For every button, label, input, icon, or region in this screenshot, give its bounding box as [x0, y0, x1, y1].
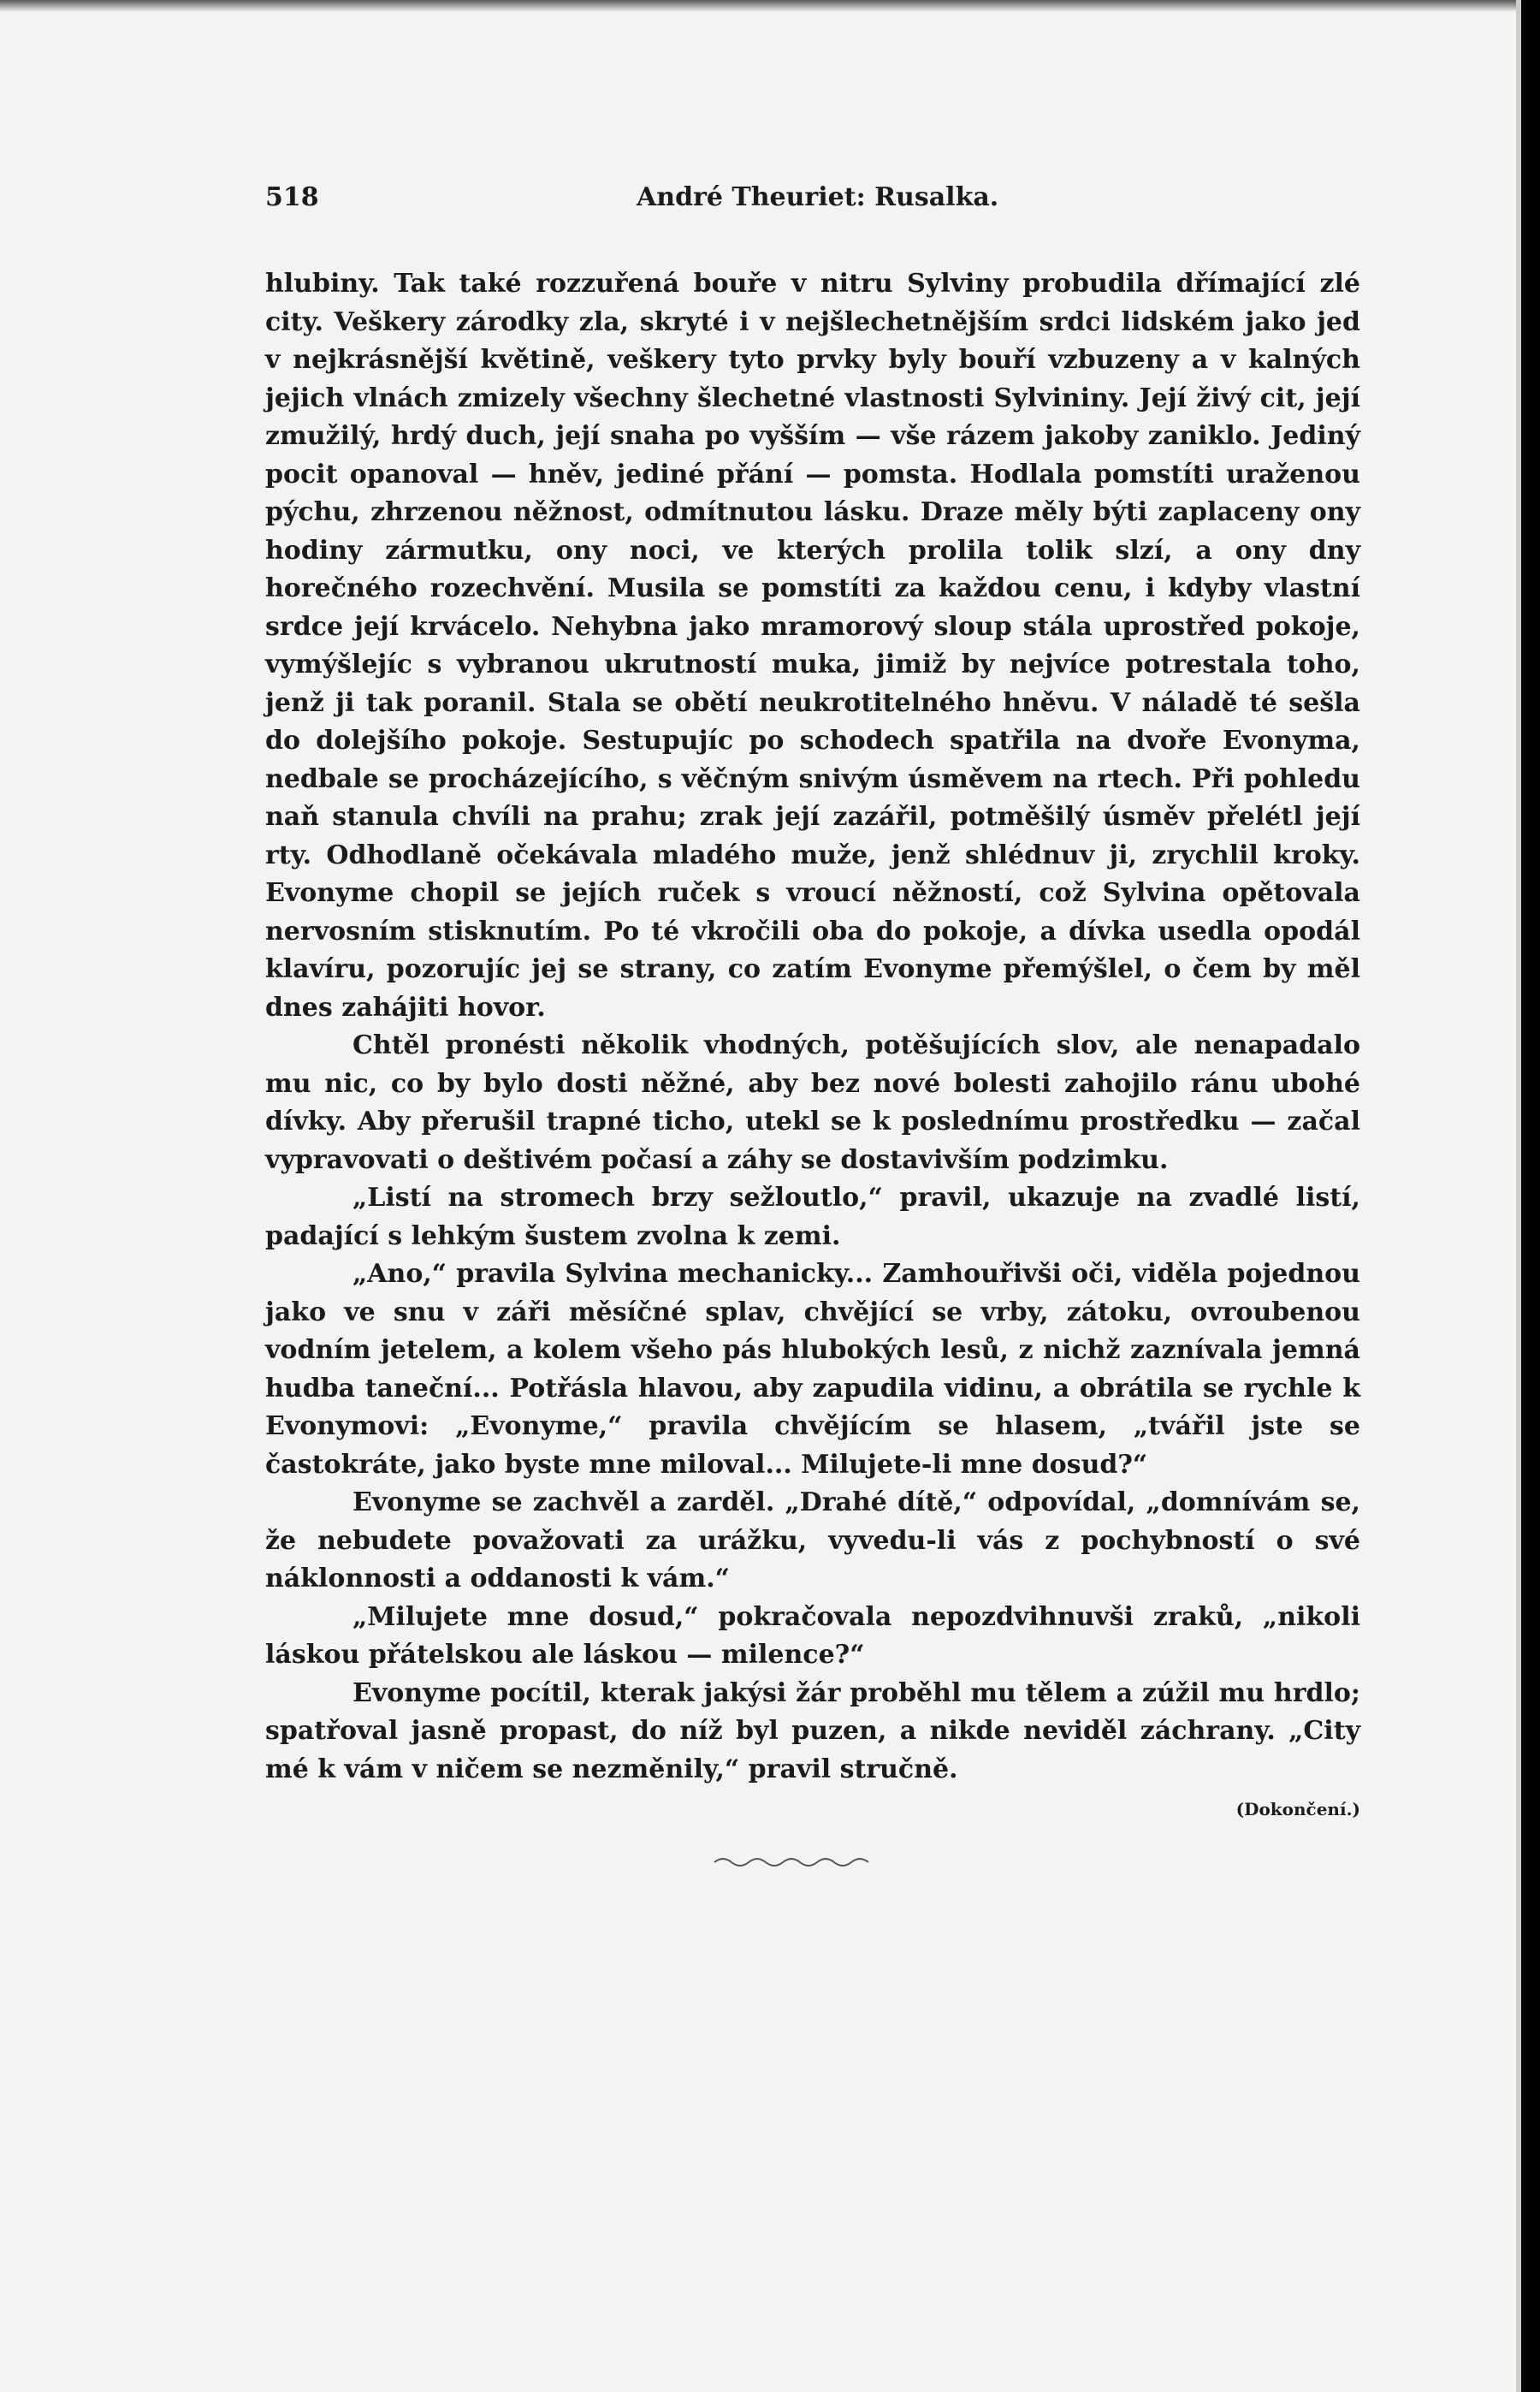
page-content — [265, 175, 1360, 1874]
paragraph-6: „Milujete mne dosud,“ pokračovala nepozdvihnuvši zraků, „nikoli láskou přátelskou ale láskou — milence?“ — [265, 1601, 1360, 1670]
body-text — [265, 265, 1360, 1789]
top-scan-shadow — [0, 0, 1521, 12]
paragraph-1: hlubiny. Tak také rozzuřená bouře v nitru Sylviny probudila dřímající zlé city. Veškery zárodky zla, skryté i v nejšlechetnějším srdci lidském jako jed v nejkrásnější květině, veškery tyto prvky byly bouří vzbuzeny a v kalných jejich vlnách zmizely všechny šlechetné vlastnosti Sylvininy. Její živý cit, její zmužilý, hrdý duch, její snaha po vyšším — vše rázem jakoby zaniklo. Jediný pocit opanoval — hněv, jediné přání — pomsta. Hodlala pomstíti uraženou pýchu, zhrzenou něžnost, odmítnutou lásku. Draze měly býti zaplaceny ony hodiny zármutku, ony noci, ve kterých prolila tolik slzí, a ony dny horečného rozechvění. Musila se pomstíti za každou cenu, i kdyby vlastní srdce její krvácelo. Nehybna jako mramorový sloup stála uprostřed pokoje, vymýšlejíc s vybranou ukrutností muka, jimiž by nejvíce potrestala toho, jenž ji tak poranil. Stala se obětí neukrotitelného hněvu. V náladě té sešla do dolejšího pokoje. Sestupujíc po schodech spatřila na dvoře Evonyma, nedbale se procházejícího, s věčným snivým úsměvem na rtech. Při pohledu naň stanula chvíli na prahu; zrak její zazářil, potměšilý úsměv přelétl její rty. Odhodlaně očekávala mladého muže, jenž shlédnuv ji, zrychlil kroky. Evonyme chopil se jejích ruček s vroucí něžností, což Sylvina opětovala nervosním stisknutím. Po té vkročili oba do pokoje, a dívka usedla opodál klavíru, pozorujíc jej se strany, co zatím Evonyme přemýšlel, o čem by měl dnes zahájiti hovor. — [265, 269, 1360, 1023]
ending-note: (Dokončení.) — [1235, 1799, 1360, 1819]
end-ornament-icon — [710, 1854, 881, 1871]
page-number: 518 — [265, 182, 319, 212]
paragraph-2: Chtěl pronésti několik vhodných, potěšujících slov, ale nenapadalo mu nic, co by bylo dosti něžné, aby bez nové bolesti zahojilo ránu ubohé dívky. Aby přerušil trapné ticho, utekl se k poslednímu prostředku — začal vypravovati o deštivém počasí a záhy se dostavivším podzimku. — [265, 1030, 1360, 1175]
page-header — [265, 175, 1360, 227]
page-edge — [1516, 0, 1521, 2392]
paragraph-5: Evonyme se zachvěl a zarděl. „Drahé dítě,“ odpovídal, „domnívám se, že nebudete považovati za urážku, vyvedu-li vás z pochybností o své náklonnosti a oddanosti k vám.“ — [265, 1487, 1360, 1594]
paragraph-7: Evonyme pocítil, kterak jakýsi žár proběhl mu tělem a zúžil mu hrdlo; spatřoval jasně propast, do níž byl puzen, a nikde neviděl záchrany. „City mé k vám v ničem se nezměnily,“ pravil stručně. — [265, 1677, 1360, 1784]
paragraph-3: „Listí na stromech brzy sežloutlo,“ pravil, ukazuje na zvadlé listí, padající s lehkým šustem zvolna k zemi. — [265, 1183, 1360, 1251]
running-title: André Theuriet: Rusalka. — [637, 182, 999, 212]
paragraph-4: „Ano,“ pravila Sylvina mechanicky... Zamhouřivši oči, viděla pojednou jako ve snu v záři měsíčné splav, chvějící se vrby, zátoku, ovroubenou vodním jetelem, a kolem všeho pás hlubokých lesů, z nichž zaznívala jemná hudba taneční... Potřásla hlavou, aby zapudila vidinu, a obrátila se rychle k Evonymovi: „Evonyme,“ pravila chvějícím se hlasem, „tvářil jste se častokráte, jako byste mne miloval... Milujete-li mne dosud?“ — [265, 1259, 1360, 1480]
